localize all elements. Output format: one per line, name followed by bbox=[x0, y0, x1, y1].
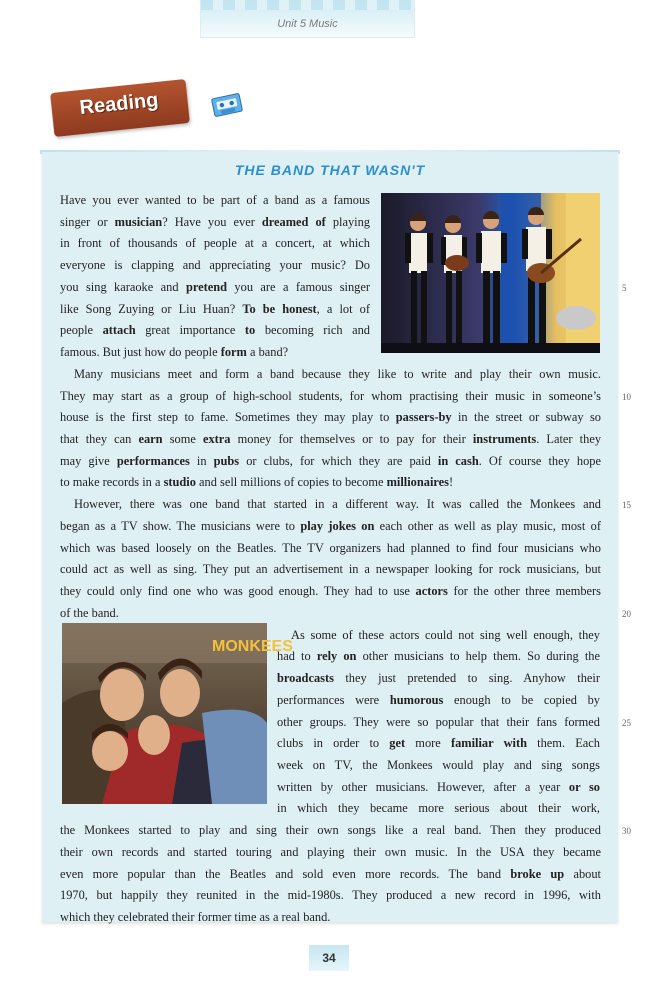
text-run: As some of these actors could not sing well enough, they bbox=[291, 627, 600, 642]
vocabulary-term: broadcasts bbox=[277, 671, 334, 686]
text-run: . Of course they hope bbox=[478, 453, 601, 468]
article-line bbox=[60, 845, 601, 860]
article-line bbox=[60, 475, 601, 490]
text-run: becoming rich and bbox=[255, 323, 370, 338]
header-wave-decoration bbox=[201, 0, 414, 10]
text-run: and sell millions of copies to become bbox=[195, 475, 387, 490]
text-run: ? Have you ever bbox=[162, 214, 262, 229]
text-run: they could only find one who was good enough. They had to use bbox=[60, 584, 416, 599]
text-run: house is the first step to fame. Sometimes they may play to bbox=[60, 410, 396, 425]
article-line bbox=[277, 758, 600, 773]
line-number: 20 bbox=[622, 608, 631, 619]
text-run: about bbox=[564, 866, 601, 881]
article-line bbox=[277, 780, 600, 795]
article-line bbox=[74, 497, 601, 512]
text-run: Have you ever wanted to be part of a band as a famous bbox=[60, 193, 370, 207]
text-run: for the other three members bbox=[447, 584, 601, 599]
text-run: people bbox=[60, 323, 103, 338]
vocabulary-term: musician bbox=[114, 214, 163, 229]
text-run: They may start as a group of high-school students, for whom practising their music in someone’s bbox=[60, 388, 601, 403]
line-number: 10 bbox=[622, 391, 631, 402]
text-run: which was based loosely on the Beatles. The TV organizers had planned to find four musicians who bbox=[60, 540, 601, 555]
text-run: performances were bbox=[277, 692, 390, 707]
vocabulary-term: humorous bbox=[389, 692, 444, 707]
text-run: the Monkees started to play and sing their own songs like a real band. Then they produced bbox=[60, 823, 601, 838]
band-performance-photo bbox=[381, 193, 600, 353]
cassette-tape-icon bbox=[210, 91, 244, 119]
article-line bbox=[60, 193, 370, 208]
article-line bbox=[277, 736, 600, 751]
text-run: clubs in order to bbox=[277, 736, 390, 751]
vocabulary-term: passers-by bbox=[395, 410, 452, 425]
article-line bbox=[277, 649, 600, 664]
text-run: may give bbox=[60, 453, 117, 468]
vocabulary-term: get bbox=[389, 736, 406, 751]
article-line bbox=[60, 562, 601, 577]
article-line bbox=[60, 215, 370, 230]
article-line bbox=[60, 541, 601, 556]
text-run: in which they became more serious about their work, bbox=[277, 801, 600, 816]
article-line bbox=[60, 584, 601, 599]
text-run: in front of thousands of people at a concert, at which bbox=[60, 236, 370, 251]
text-run: some bbox=[162, 432, 203, 447]
vocabulary-term: millionaires bbox=[386, 475, 449, 490]
article-line bbox=[277, 801, 600, 816]
line-number: 5 bbox=[622, 282, 627, 293]
text-run: could act as well as sing. They put an advertisement in a newspaper looking for rock musicians, but bbox=[60, 562, 601, 577]
text-run: or clubs, for which they are paid bbox=[239, 453, 438, 468]
vocabulary-term: to bbox=[244, 323, 256, 338]
vocabulary-term: pretend bbox=[185, 279, 228, 294]
text-run: week on TV, the Monkees would play and sing songs bbox=[277, 757, 600, 772]
text-run: other groups. They were so popular that their fans formed bbox=[277, 714, 600, 729]
text-run: like Song Zuying or Liu Huan? bbox=[60, 301, 243, 316]
text-run: you are a famous singer bbox=[227, 279, 370, 294]
article-line bbox=[60, 410, 601, 425]
article-line bbox=[60, 432, 601, 447]
article-line bbox=[60, 258, 370, 273]
text-run: enough to be copied by bbox=[443, 692, 600, 707]
monkees-album-photo bbox=[62, 623, 293, 804]
article-line bbox=[60, 454, 601, 469]
text-run: famous. But just how do people bbox=[60, 345, 221, 360]
article-line bbox=[291, 628, 600, 643]
article-line bbox=[60, 910, 601, 925]
vocabulary-term: play jokes on bbox=[300, 518, 375, 533]
vocabulary-term: earn bbox=[138, 432, 163, 447]
text-run: to make records in a bbox=[60, 475, 164, 490]
line-number: 15 bbox=[622, 500, 631, 511]
vocabulary-term: familiar with bbox=[450, 736, 527, 751]
article-line bbox=[60, 302, 370, 317]
text-run: in bbox=[189, 453, 214, 468]
text-run: everyone is clapping and appreciating your music? Do bbox=[60, 258, 370, 273]
text-run: great importance bbox=[135, 323, 245, 338]
text-run: Many musicians meet and form a band because they like to write and play their own music. bbox=[74, 366, 601, 381]
text-run: in the street or subway so bbox=[451, 410, 601, 425]
article-line bbox=[277, 693, 600, 708]
album-cover-logo: MONKEES bbox=[212, 638, 293, 655]
text-run: that they can bbox=[60, 432, 139, 447]
unit-header bbox=[200, 0, 415, 38]
text-run: money for themselves or to pay for their bbox=[230, 432, 473, 447]
text-run: which they celebrated their former time as a real band. bbox=[60, 910, 331, 925]
line-number: 30 bbox=[622, 826, 631, 837]
text-run: . Later they bbox=[536, 432, 602, 447]
vocabulary-term: broke up bbox=[510, 866, 565, 881]
vocabulary-term: extra bbox=[202, 432, 231, 447]
text-run: their own records and started touring and playing their own music. In the USA they became bbox=[60, 844, 601, 859]
article-line bbox=[60, 888, 601, 903]
text-run: them. Each bbox=[526, 736, 600, 751]
vocabulary-term: dreamed of bbox=[261, 214, 326, 229]
vocabulary-term: performances bbox=[116, 453, 190, 468]
article-line bbox=[60, 236, 370, 251]
line-number: 25 bbox=[622, 717, 631, 728]
vocabulary-term: rely on bbox=[316, 649, 357, 664]
album-cover-illustration bbox=[62, 623, 293, 804]
text-run: more bbox=[405, 736, 451, 751]
article-line bbox=[60, 323, 370, 338]
page-number: 34 bbox=[309, 945, 349, 971]
article-line bbox=[60, 519, 601, 534]
reading-section-tag bbox=[50, 79, 190, 137]
vocabulary-term: To be honest bbox=[242, 301, 317, 316]
text-run: , a lot of bbox=[316, 301, 370, 316]
article-line bbox=[277, 715, 600, 730]
text-run: a band? bbox=[246, 345, 289, 360]
article-line bbox=[60, 867, 601, 882]
vocabulary-term: in cash bbox=[437, 453, 479, 468]
text-run: ! bbox=[449, 475, 454, 490]
text-run: had to bbox=[277, 649, 317, 664]
vocabulary-term: studio bbox=[163, 475, 196, 490]
unit-title: Unit 5 Music bbox=[277, 18, 338, 30]
text-run: singer or bbox=[60, 214, 115, 229]
vocabulary-term: or so bbox=[568, 779, 600, 794]
text-run: However, there was one band that started in a different way. It was called the Monkees and bbox=[74, 497, 601, 512]
article-line bbox=[60, 280, 370, 295]
vocabulary-term: actors bbox=[415, 584, 448, 599]
band-performance-illustration bbox=[381, 193, 600, 353]
article-line bbox=[60, 345, 370, 360]
text-run: 1970, but happily they reunited in the mid-1980s. They produced a new record in 1996, with bbox=[60, 888, 601, 903]
article-title: THE BAND THAT WASN'T bbox=[234, 162, 426, 178]
article-line bbox=[60, 606, 601, 621]
text-run: of the band. bbox=[60, 605, 119, 620]
vocabulary-term: form bbox=[220, 345, 247, 360]
article-line bbox=[60, 389, 601, 404]
text-run: each other as well as play music, most of bbox=[374, 518, 601, 533]
article-line bbox=[60, 823, 601, 838]
text-run: other musicians to help them. So during the bbox=[356, 649, 600, 664]
text-run: even more popular than the Beatles and sold even more records. The band bbox=[60, 866, 511, 881]
article-line bbox=[74, 367, 601, 382]
reading-label: Reading bbox=[78, 89, 160, 120]
vocabulary-term: attach bbox=[102, 323, 136, 338]
text-run: began as a TV show. The musicians were to bbox=[60, 518, 301, 533]
vocabulary-term: pubs bbox=[213, 453, 240, 468]
vocabulary-term: instruments bbox=[472, 432, 537, 447]
text-run: written by other musicians. However, after a year bbox=[277, 779, 569, 794]
article-line bbox=[277, 671, 600, 686]
text-run: they just pretended to sing. Anyhow their bbox=[333, 671, 600, 686]
text-run: you sing karaoke and bbox=[60, 279, 186, 294]
text-run: playing bbox=[325, 214, 370, 229]
